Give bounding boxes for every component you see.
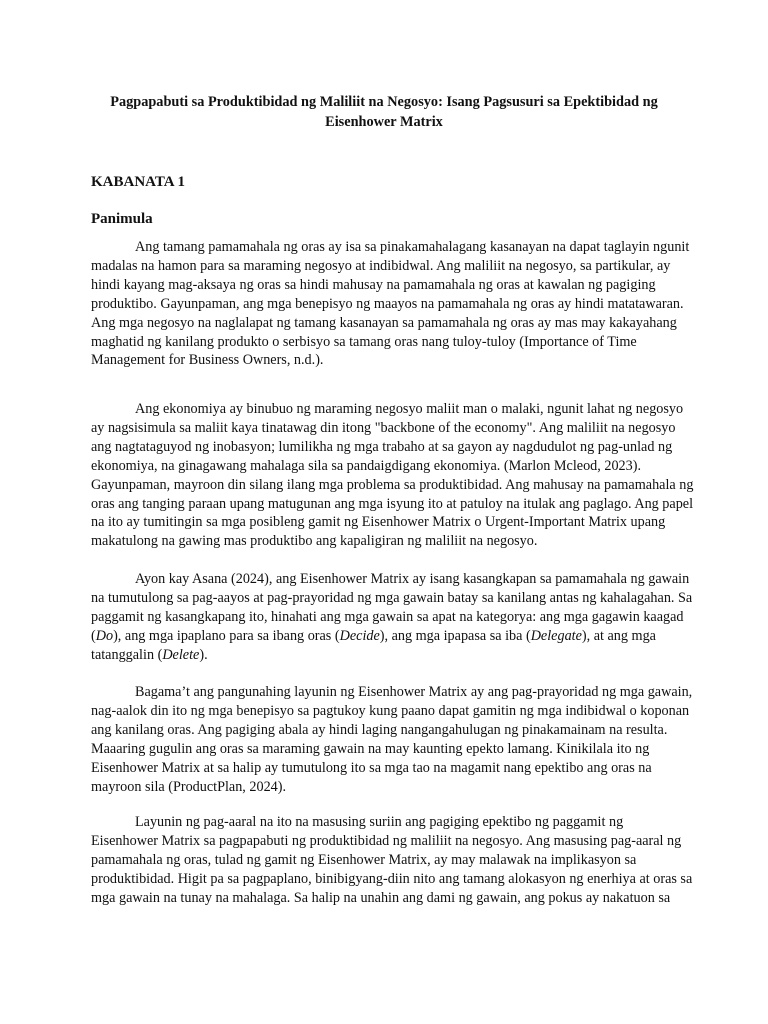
paragraph-line <box>91 419 691 438</box>
text-run: Ayon kay Asana (2024), ang Eisenhower Matrix ay isang kasangkapan sa pamamahala ng gawain <box>135 571 690 587</box>
text-run: mga gawain na tunay na mahalaga. Sa halip na unahin ang dami ng gawain, ang pokus ay nakatuon sa <box>91 889 671 906</box>
text-run: Management for Business Owners, n.d.). <box>91 352 324 369</box>
paragraph-line <box>91 832 691 851</box>
paragraph-line <box>91 333 691 352</box>
text-run: Ang mga negosyo na naglalapat ng tamang kasanayan sa pamamahala ng oras ay mas may kakayahang <box>91 314 677 331</box>
paragraph-line <box>91 513 691 532</box>
paragraph-line <box>91 683 691 702</box>
text-run: na ito ay tumitingin sa mga posibleng gamit ng Eisenhower Matrix o Urgent-Important Matrix upang <box>91 514 666 531</box>
text-run: Ang ekonomiya ay binubuo ng maraming negosyo maliit man o malaki, ngunit lahat ng negosyo <box>135 401 684 417</box>
text-run: ekonomiya, na ginagawang mahalaga sila sa pandaigdigang ekonomiya. (Marlon Mcleod, 2023). <box>91 457 642 474</box>
paragraph-line <box>91 400 691 419</box>
paragraph-line <box>91 889 691 908</box>
paragraph-line <box>91 608 691 627</box>
text-run: paggamit ng kasangkapang ito, hinahati ang mga gawain sa apat na kategorya: ang mga gagawin kaagad <box>91 608 684 625</box>
paragraph-line <box>91 721 691 740</box>
paragraph-1 <box>91 238 691 370</box>
text-run: madalas na hamon para sa maraming negosyo at indibidwal. Ang maliliit na negosyo, sa partikular, ay <box>91 257 671 274</box>
paragraph-line <box>91 351 691 370</box>
paragraph-line <box>91 495 694 514</box>
text-run: ( <box>91 627 96 644</box>
text-run: Bagama’t ang pangunahing layunin ng Eisenhower Matrix ay ang pag-prayoridad ng mga gawain, <box>135 684 693 700</box>
text-run: na tumutulong sa pag-aayos at pag-prayoridad ng mga gawain batay sa kanilang antas ng kahalagahan. Sa <box>91 589 693 606</box>
text-run: makatulong na gawing mas produktibo ang kapaligiran ng maliliit na negosyo. <box>91 533 538 550</box>
text-run: ), ang mga ipaplano para sa ibang oras ( <box>113 627 340 644</box>
text-run: ), at ang mga <box>581 627 656 644</box>
text-run: Layunin ng pag-aaral na ito na masusing suriin ang pagiging epektibo ng paggamit ng <box>135 814 624 830</box>
paragraph-line <box>91 276 691 295</box>
text-run: Eisenhower Matrix at sa halip ay tumutulong ito sa mga tao na magamit nang epektibo ang oras na <box>91 759 652 776</box>
text-run: produktibo. Gayunpaman, ang mga benepisyo ng maayos na pamamahala ng oras ay hindi matatawaran. <box>91 295 684 312</box>
section-heading: Panimula <box>91 211 153 227</box>
text-run: mayroon sila (ProductPlan, 2024). <box>91 778 287 795</box>
paragraph-2 <box>91 400 694 551</box>
text-run: ang nagtataguyod ng inobasyon; lumilikha ng mga trabaho at sa gayon ay nagdudulot ng pag-unlad ng <box>91 438 673 455</box>
italic-term: Delete <box>162 646 200 663</box>
paragraph-line <box>91 570 691 589</box>
text-run: nag-aalok din ito ng mga benepisyo sa pagtukoy kung paano dapat gamitin ng mga indibidwal o koponan <box>91 702 690 719</box>
paragraph-line <box>91 759 691 778</box>
text-run: Ang tamang pamamahala ng oras ay isa sa pinakamahalagang kasanayan na dapat taglayin ngunit <box>135 239 690 255</box>
italic-term: Delegate <box>530 627 582 644</box>
document-title: Pagpapabuti sa Produktibidad ng Maliliit na Negosyo: Isang Pagsusuri sa Epektibidad ng Eisenhower Matrix <box>110 94 658 130</box>
text-run: hindi kayang mag-aksaya ng oras sa hindi mahusay na pamamahala ng oras at kawalan ng pagiging <box>91 276 656 293</box>
paragraph-line <box>91 851 691 870</box>
paragraph-line <box>91 646 691 665</box>
text-run: Maaaring gugulin ang oras sa maraming gawain na may kaunting epekto lamang. Kinikilala ito ng <box>91 740 650 757</box>
text-run: ang kanilang oras. Ang pagiging abala ay hindi laging nangangahulugan ng pinakamainam na resulta. <box>91 721 668 738</box>
paragraph-line <box>91 314 691 333</box>
paragraph-line <box>91 257 691 276</box>
paragraph-line <box>91 778 691 797</box>
text-run: ay nagsisimula sa maliit kaya tinatawag din itong "backbone of the economy". Ang maliliit na negosyo <box>91 419 676 436</box>
paragraph-line <box>91 438 691 457</box>
paragraph-line <box>91 457 691 476</box>
text-run: pamamahala ng oras, tulad ng gamit ng Eisenhower Matrix, ay may malawak na implikasyon sa <box>91 851 637 868</box>
text-run: tatanggalin ( <box>91 646 163 663</box>
paragraph-line <box>91 589 691 608</box>
paragraph-4 <box>91 683 691 796</box>
text-run: Eisenhower Matrix sa pagpapabuti ng produktibidad ng maliliit na negosyo. Ang masusing pag-aaral ng <box>91 832 682 849</box>
paragraph-line <box>91 813 691 832</box>
text-run: produktibidad. Higit pa sa pagpaplano, binibigyang-diin nito ang tamang alokasyon ng enerhiya at oras sa <box>91 870 693 887</box>
text-run: maghatid ng kanilang produkto o serbisyo sa tamang oras nang tuloy-tuloy (Importance of Time <box>91 333 637 350</box>
paragraph-line <box>91 532 691 551</box>
italic-term: Do <box>95 627 114 644</box>
text-run: ), ang mga ipapasa sa iba ( <box>379 627 531 644</box>
paragraph-line <box>91 740 691 759</box>
chapter-heading: KABANATA 1 <box>91 174 186 190</box>
paragraph-line <box>91 238 691 257</box>
paragraph-line <box>91 295 691 314</box>
paragraph-line <box>91 627 691 646</box>
paragraph-3 <box>91 570 691 665</box>
paragraph-line <box>91 476 694 495</box>
text-run: oras ang tanging paraan upang matugunan ang mga isyung ito at patuloy na itulak ang paglago. Ang papel <box>91 495 694 512</box>
paragraph-line <box>91 702 691 721</box>
paragraph-5 <box>91 813 691 908</box>
text-run: Gayunpaman, mayroon din silang ilang mga problema sa produktibidad. Ang mahusay na pamamahala ng <box>91 476 694 493</box>
italic-term: Decide <box>339 627 380 644</box>
paragraph-line <box>91 870 691 889</box>
text-run: ). <box>199 646 208 663</box>
